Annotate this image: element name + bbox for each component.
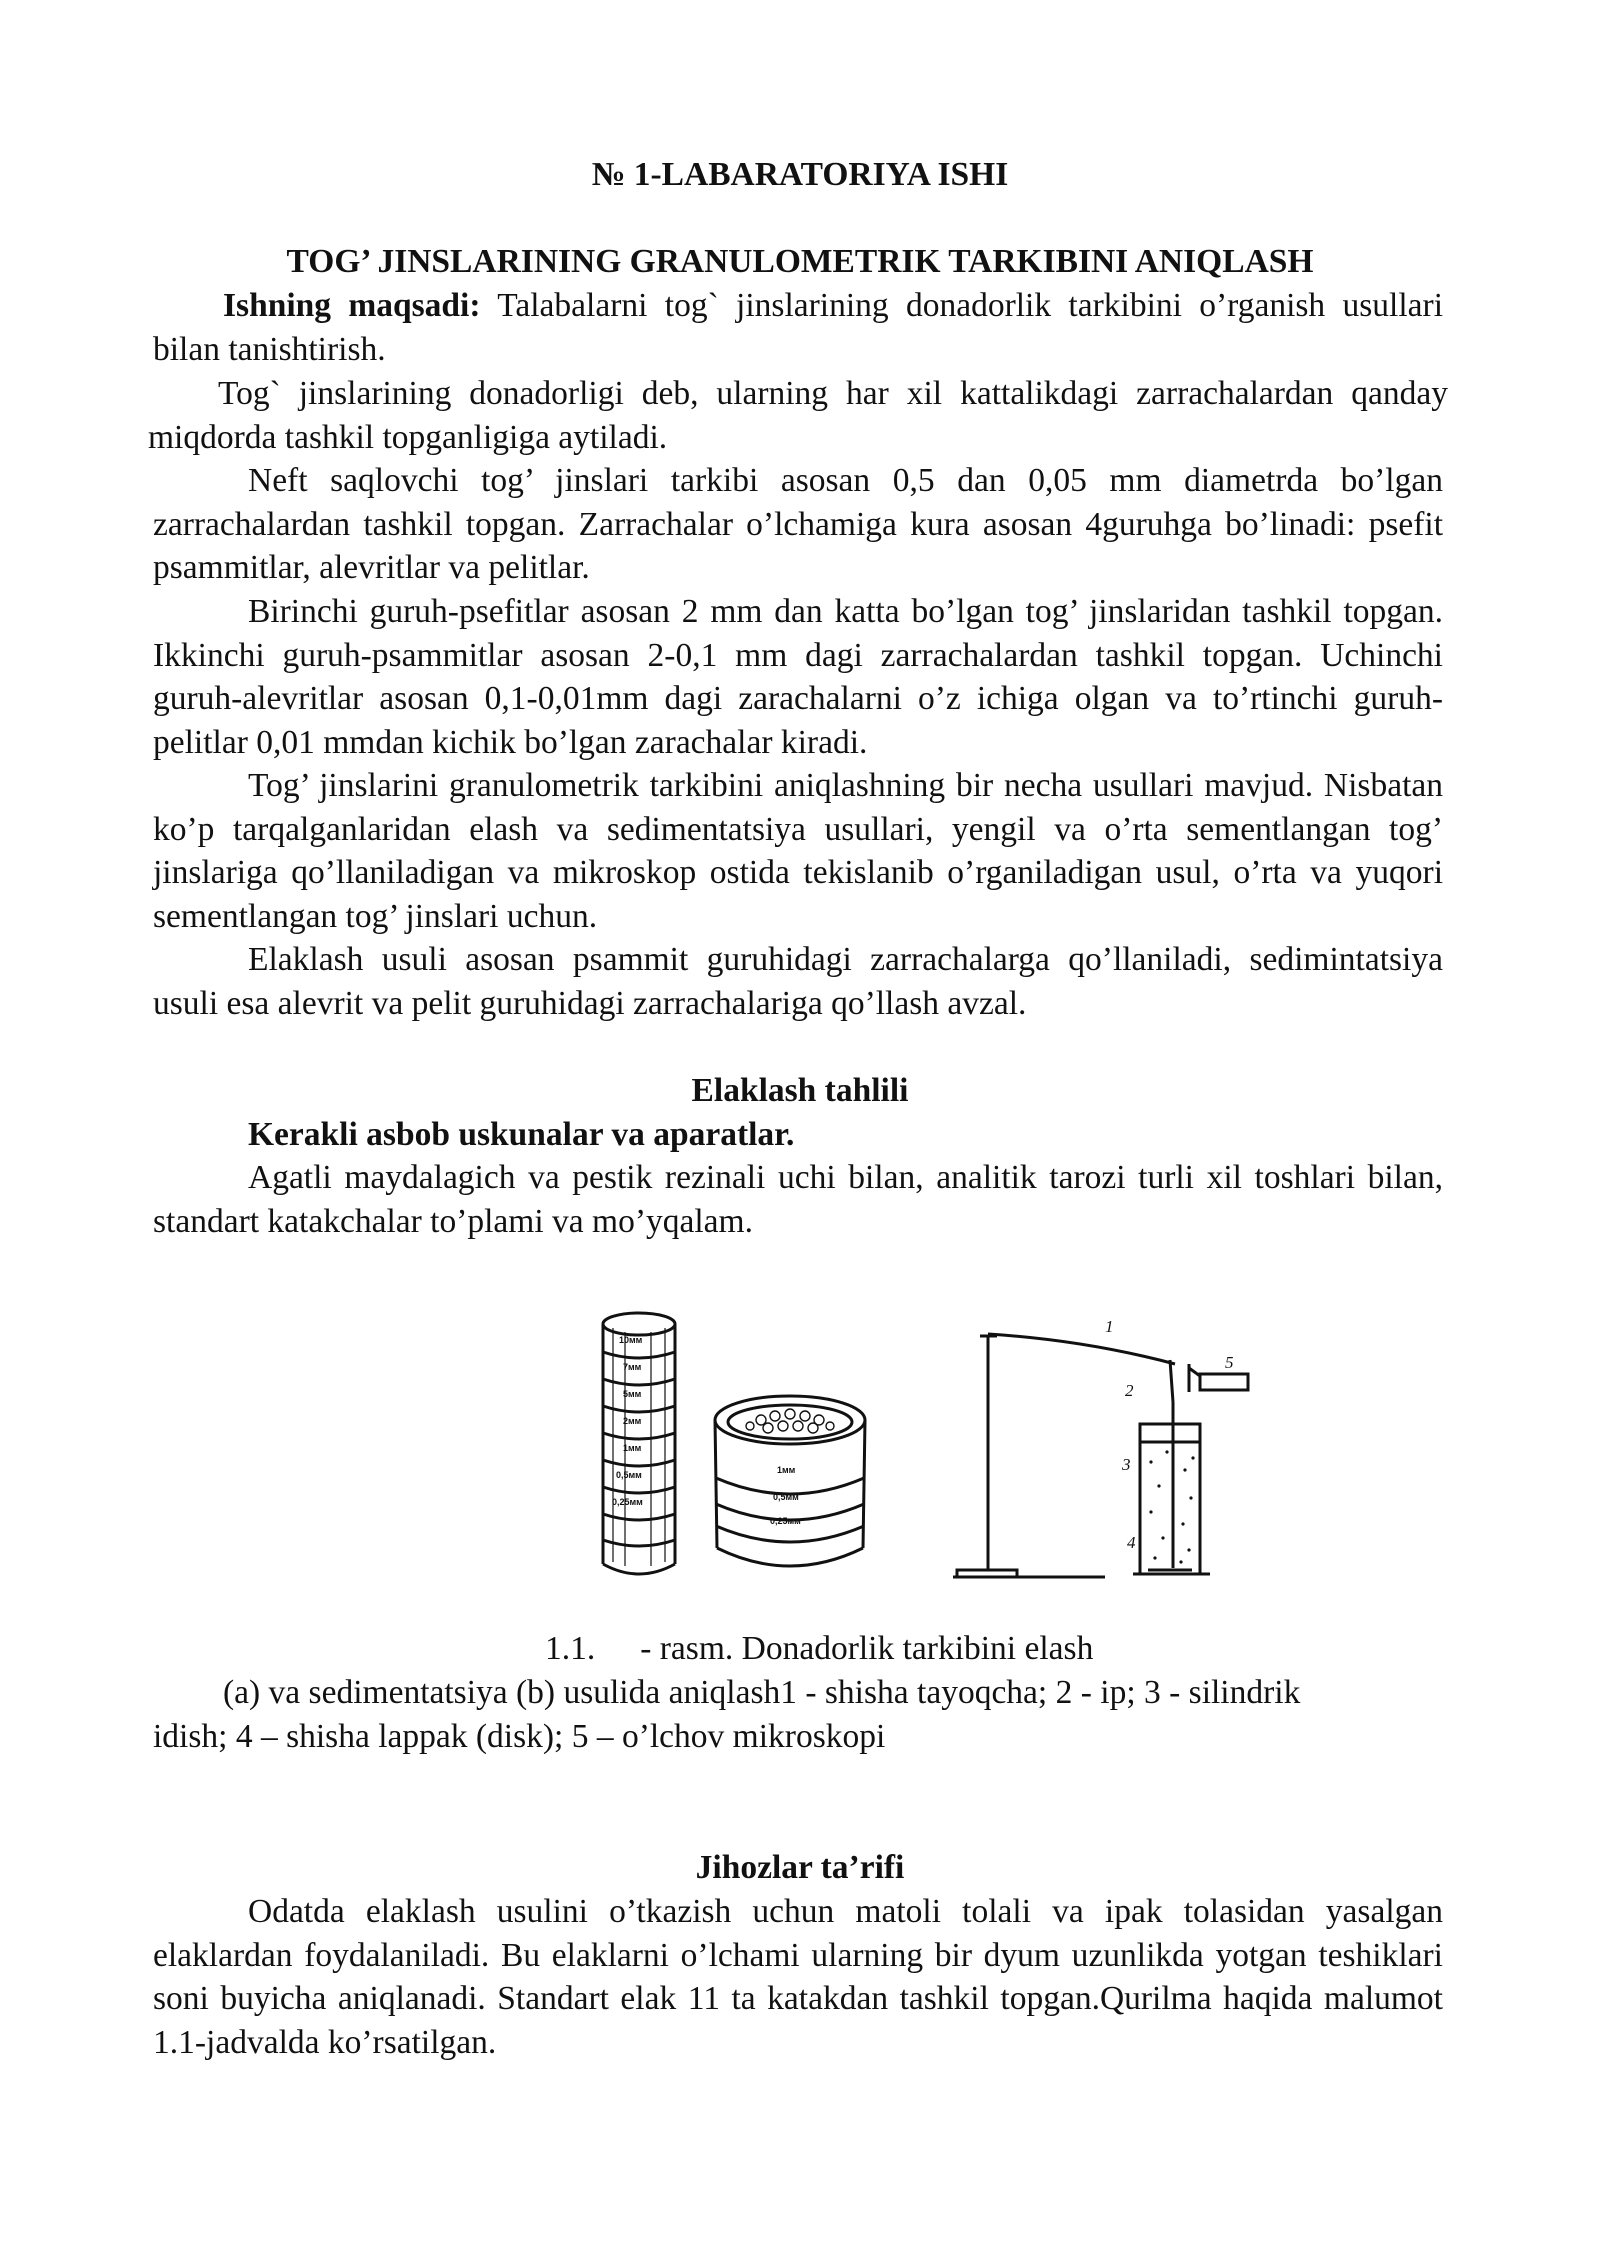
heading-sieve-analysis: Elaklash tahlili xyxy=(691,1072,909,1109)
aim-text: Talabalarni tog` jinslarining donadorlik tarkibini o’rganish usullari bilan tanishtirish. xyxy=(153,287,1443,368)
main-title: TOG’ JINSLARINING GRANULOMETRIK TARKIBINI ANIQLASH xyxy=(286,243,1314,280)
sieve-method-paragraph: Elaklash usuli asosan psammit guruhidagi zarrachalarga qo’llaniladi, sedimintatsiya usuli esa alevrit va pelit guruhidagi zarrachalariga qo’llash avzal. xyxy=(153,941,1443,1022)
callout-1: 1 xyxy=(1105,1317,1114,1336)
callout-5: 5 xyxy=(1225,1353,1234,1372)
sieve-label-1: 1мм xyxy=(777,1465,796,1475)
stack-label-2: 7мм xyxy=(623,1362,642,1372)
callout-2: 2 xyxy=(1125,1381,1134,1400)
stack-label-5: 1мм xyxy=(623,1443,642,1453)
callout-4: 4 xyxy=(1127,1533,1136,1552)
figure-caption-title xyxy=(545,1627,1093,1671)
methods-paragraph: Tog’ jinslarini granulometrik tarkibini aniqlashning bir necha usullari mavjud. Nisbatan ko’p tarqalganlaridan elash va sedimentatsiya usullari, yengil va o’rta sementlangan tog’ jinslariga qo’llaniladigan va mikroskop ostida tekislanib o’rganiladigan usul, o’rta va yuqori sementlangan tog’ jinslari uchun. xyxy=(153,767,1443,935)
groups-paragraph: Birinchi guruh-psefitlar asosan 2 mm dan katta bo’lgan tog’ jinslaridan tashkil topgan. Ikkinchi guruh-psammitlar asosan 2-0,1 mm dagi zarrachalardan tashkil topgan. Uchinchi guruh-alevritlar asosan 0,1-0,01mm dagi zarachalarni o’z ichiga olgan va to’rtinchi guruh-pelitlar 0,01 mmdan kichik bo’lgan zarachalar kiradi. xyxy=(153,593,1443,761)
stack-label-3: 5мм xyxy=(623,1389,642,1399)
stack-label-7: 0,25мм xyxy=(612,1497,643,1507)
definition-paragraph: Tog` jinslarining donadorligi deb, ularning har xil kattalikdagi zarrachalardan qanday miqdorda tashkil topganligiga aytiladi. xyxy=(148,375,1448,456)
figure-caption-body: (a) va sedimentatsiya (b) usulida aniqlash1 - shisha tayoqcha; 2 - ip; 3 - silindrik idish; 4 – shisha lappak (disk); 5 – o’lchov mikroskopi xyxy=(153,1674,1301,1755)
devices-paragraph: Odatda elaklash usulini o’tkazish uchun matoli tolali va ipak tolasidan yasalgan elaklardan foydalaniladi. Bu elaklarni o’lchami ularning bir dyum uzunlikda yotgan teshiklari soni buyicha aniqlanadi. Standart elak 11 ta katakdan tashkil topgan.Qurilma haqida malumot 1.1-jadvalda ko’rsatilgan. xyxy=(153,1893,1443,2061)
aim-label: Ishning maqsadi: xyxy=(223,287,481,324)
oil-rocks-paragraph: Neft saqlovchi tog’ jinslari tarkibi asosan 0,5 dan 0,05 mm diametrda bo’lgan zarrachalardan tashkil topgan. Zarrachalar o’lchamiga kura asosan 4guruhga bo’linadi: psefit psammitlar, alevritlar va pelitlar. xyxy=(153,462,1443,587)
aim-paragraph xyxy=(153,284,1443,371)
caption-number: 1.1. xyxy=(545,1630,596,1667)
heading-equipment: Kerakli asbob uskunalar va aparatlar. xyxy=(248,1116,795,1153)
stack-label-6: 0,5мм xyxy=(616,1470,642,1480)
open-sieve-drawing xyxy=(715,1396,865,1566)
heading-devices: Jihozlar ta’rifi xyxy=(695,1849,905,1886)
figure-sieve-sedimentation xyxy=(585,1272,1275,1602)
caption-title: - rasm. Donadorlik tarkibini elash xyxy=(640,1630,1094,1667)
equipment-paragraph: Agatli maydalagich va pestik rezinali uchi bilan, analitik tarozi turli xil toshlari bilan, standart katakchalar to’plami va mo’yqalam. xyxy=(153,1159,1443,1240)
callout-3: 3 xyxy=(1122,1455,1131,1474)
sieve-label-2: 0,5мм xyxy=(773,1492,799,1502)
sedimentation-apparatus-drawing xyxy=(953,1334,1248,1577)
stack-label-4: 2мм xyxy=(623,1416,642,1426)
sieve-label-3: 0,25мм xyxy=(770,1516,801,1526)
stack-label-1: 10мм xyxy=(619,1335,643,1345)
lab-title: № 1-LABARATORIYA ISHI xyxy=(591,156,1009,193)
